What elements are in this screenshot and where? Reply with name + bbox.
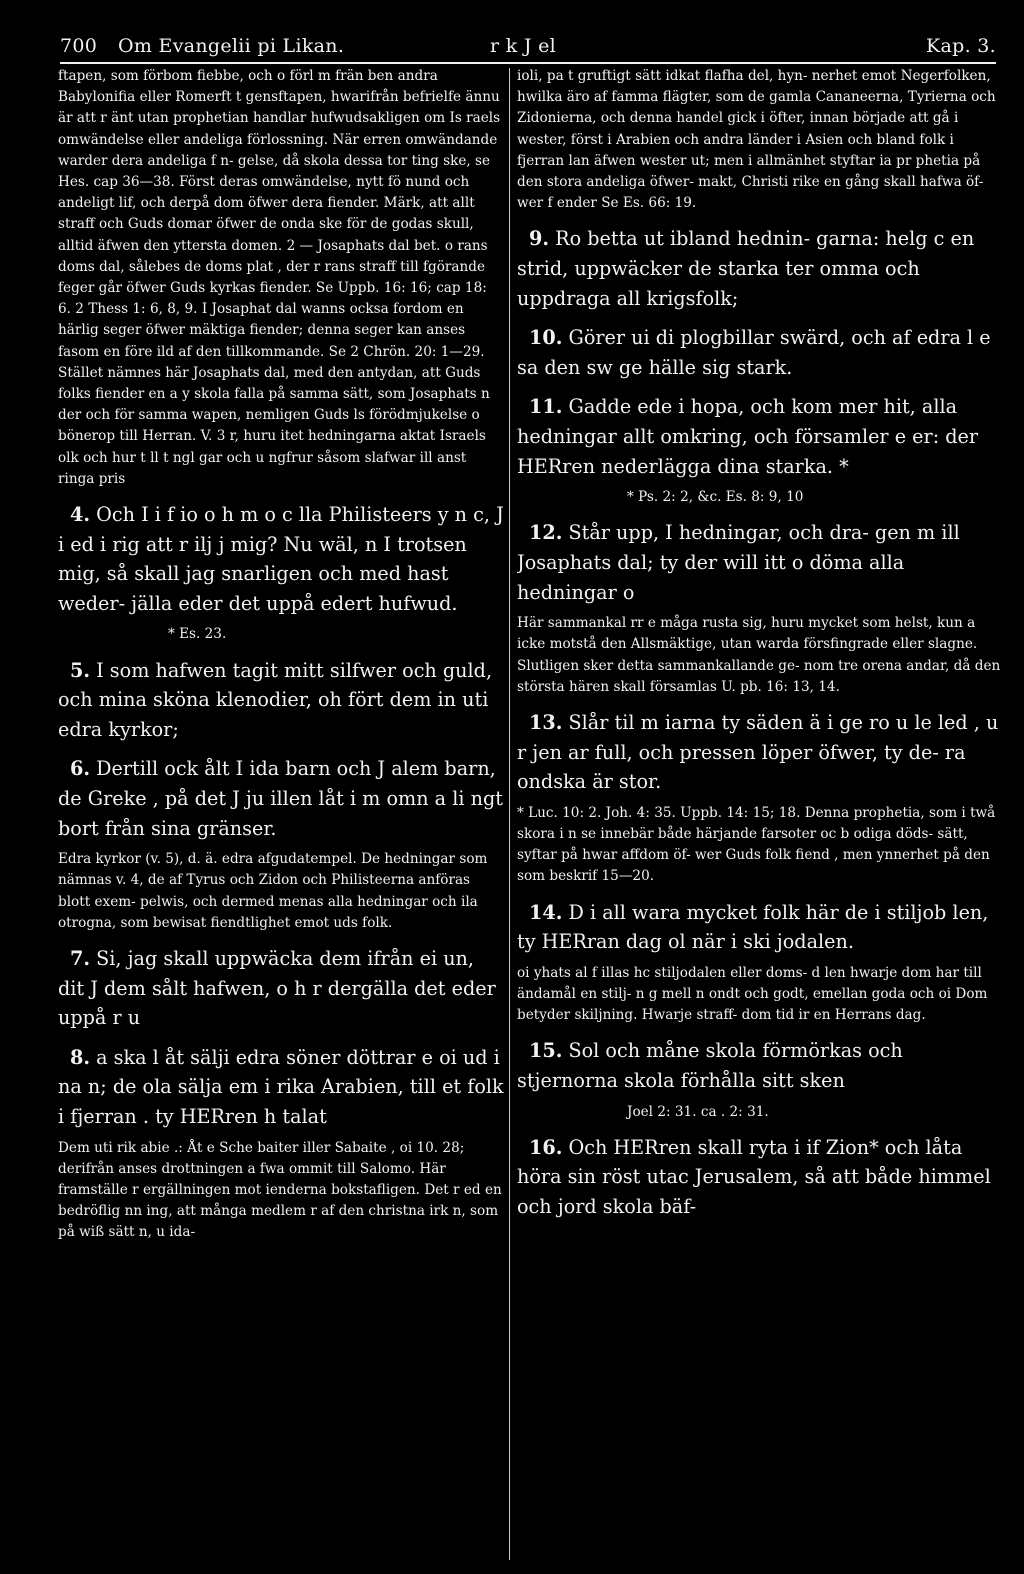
verse-number: 16.	[529, 1135, 563, 1159]
verse	[58, 500, 504, 618]
verse-number: 8.	[70, 1045, 91, 1069]
verse-text: Och I i f io o h m o c lla Philisteers y n c, J i ed i rig att r ilj j mig? Nu wäl, n I trotsen mig, så skall jag snarligen och med hast weder- jälla eder det uppå edert hufwud.	[58, 503, 504, 615]
header-rule	[60, 62, 996, 64]
verse-text: Si, jag skall uppwäcka dem ifrån ei un, dit J dem sålt hafwen, o h r dergälla det eder uppå r u	[58, 947, 496, 1030]
commentary-text: oi yhats al f illas hc stiljodalen eller doms- d len hwarje dom har till ändamål en stilj- n g mell n ondt och godt, emellan goda och oi Dom betyder skiljning. Hwarje straff- dom tid ir en Herrans dag.	[517, 964, 988, 1024]
verse-text: Står upp, I hedningar, och dra- gen m ill Josaphats dal; ty der will itt o döma alla hedningar o	[517, 521, 960, 604]
commentary-text: ioli, pa t gruftigt sätt idkat flafha del, hyn- nerhet emot Negerfolken, hwilka äro af famma flägter, som de gamla Cananeerna, Tyrierna och Zidonierna, och denna handel gick i öfter, innan började att gå i wester, först i Arabien och andra länder i Asien och bland folk i fjerran lan äfwen wester ut; men i allmänhet styftar ia pr phetia på den stora andeliga öfwer- makt, Christi rike en gång skall hafwa öf- wer f ender Se Es. 66: 19.	[517, 68, 996, 212]
verse-text: Dertill ock ålt I ida barn och J alem barn, de Greke , på det J ju illen låt i m omn a li ngt bort från sina gränser.	[58, 757, 503, 840]
verse-text: a ska l åt sälji edra söner döttrar e oi ud i na n; de ola sälja em i rika Arabien, till et folk i fjerran . ty HERren h talat	[58, 1045, 504, 1128]
page-header	[60, 32, 996, 60]
verse	[517, 1133, 1001, 1222]
verse-text: I som hafwen tagit mitt silfwer och guld, och mina sköna klenodier, oh fört dem in uti edra kyrkor;	[58, 658, 493, 741]
left-column	[58, 66, 504, 1560]
header-fragment: r k J el	[490, 35, 557, 57]
page-number: 700	[60, 35, 98, 57]
verse	[58, 754, 504, 843]
verse	[517, 224, 1001, 313]
verse-text: Ro betta ut ibland hednin- garna: helg c en strid, uppwäcker de starka ter omma och uppdraga all krigsfolk;	[517, 227, 975, 310]
verse-text: D i all wara mycket folk här de i stiljob len, ty HERran dag ol när i ski jodalen.	[517, 900, 989, 954]
verse	[517, 323, 1001, 382]
verse	[58, 944, 504, 1033]
verse-number: 13.	[529, 710, 563, 734]
verse	[58, 1043, 504, 1132]
verse	[517, 392, 1001, 481]
verse-number: 14.	[529, 900, 563, 924]
running-title: Om Evangelii pi Likan.	[118, 35, 345, 57]
verse	[517, 708, 1001, 797]
verse-number: 12.	[529, 521, 563, 545]
chapter-label: Kap. 3.	[926, 35, 996, 57]
verse	[517, 1036, 1001, 1095]
cross-reference: * Ps. 2: 2, &c. Es. 8: 9, 10	[627, 489, 804, 506]
verse-number: 10.	[529, 326, 563, 350]
column-divider	[509, 68, 510, 1560]
commentary-text: * Luc. 10: 2. Joh. 4: 35. Uppb. 14: 15; 18. Denna prophetia, som i twå skora i n se innebär både härjande farsoter oc b odiga döds- sätt, syftar på hwar affdom öf- wer Guds folk fiend , men ynnerhet på den som beskrif 15—20.	[517, 804, 996, 885]
commentary-text: ftapen, som förbom fiebbe, och o förl m frän ben andra Babylonifia eller Romerft t gensftapen, hwarifrån befrielfe ännu är att r änt utan prophetian handlar hufwudsakligen om Is raels omwändelse eller andeliga förlossning. När erren omwändande warder dera andeliga f n- gelse, då skola dessa tor ting ske, se Hes. cap 36—38. Först deras omwändelse, nytt fö nund och andeligt lif, och derpå dom öfwer dera fiender. Märk, att allt straff och Guds domar öfwer de onda ske för de godas skull, alltid äfwen den yttersta domen. 2 — Josaphats dal bet. o rans doms dal, sålebes de doms plat , der r rans straff till fgörande feger går öfwer Guds kyrkas fiender. Se Uppb. 16: 16; cap 18: 6. 2 Thess 1: 6, 8, 9. I Josaphat dal wanns ocksa fordom en härlig seger öfwer mäktiga fiender; denna seger kan anses fasom en före ild af den tillkommande. Se 2 Chrön. 20: 1—29. Stället nämnes här Josaphats dal, med den antydan, att Guds folks fiender en a y skola falla på samma sätt, som Josaphats n der och för samma wapen, nemligen Guds ls förödmjukelse o bönerop till Herran. V. 3 r, huru itet hedningarna aktat Israels olk och hur t ll t ngl gar och u ngfrur såsom slafwar ill anst ringa pris	[58, 68, 501, 487]
verse	[517, 898, 1001, 957]
verse-number: 15.	[529, 1039, 563, 1063]
commentary-text: Edra kyrkor (v. 5), d. ä. edra afgudatempel. De hedningar som nämnas v. 4, de af Tyrus och Zidon och Philisteerna anföras blott exem- pelwis, och dermed menas alla hedningar och ila otrogna, som bewisat fiendtlighet emot uds folk.	[58, 851, 488, 931]
verse-number: 9.	[529, 227, 550, 251]
verse-number: 6.	[70, 757, 91, 781]
right-column	[517, 66, 1001, 1560]
commentary-text: Dem uti rik abie .: Åt e Sche baiter iller Sabaite , oi 10. 28; derifrån anses drottningen a fwa ommit till Salomo. Här framställe r ergällningen mot ienderna bokstafligen. Det r ed en bedröflig nn ing, att många medlem r af den christna irk n, som på wiß sätt n, u ida-	[58, 1139, 502, 1241]
verse-text: Slår til m iarna ty säden ä i ge ro u le led , u r jen ar full, och pressen löper öfwer, ty de- ra ondska är stor.	[517, 710, 999, 794]
verse	[58, 656, 504, 745]
verse-text: Sol och måne skola förmörkas och stjernorna skola förhålla sitt sken	[517, 1039, 903, 1092]
verse-number: 11.	[529, 395, 563, 419]
verse-number: 4.	[70, 503, 91, 527]
verse-number: 7.	[70, 947, 91, 971]
cross-reference: Joel 2: 31. ca . 2: 31.	[627, 1103, 769, 1120]
cross-reference: * Es. 23.	[168, 626, 227, 643]
verse-text: Gadde ede i hopa, och kom mer hit, alla hedningar allt omkring, och församler e er: der HERren nederlägga dina starka. *	[517, 395, 979, 478]
verse-text: Och HERren skall ryta i if Zion* och låta höra sin röst utac Jerusalem, så att både himmel och jord skola bäf-	[517, 1135, 991, 1218]
verse-number: 5.	[70, 658, 91, 682]
commentary-text: Här sammankal rr e måga rusta sig, huru mycket som helst, kun a icke motstå den Allsmäktige, utan warda försfingrade eller slagne. Slutligen sker detta sammankallande ge- nom tre orena andar, då den största hären skall församlas U. pb. 16: 13, 14.	[517, 615, 1001, 695]
verse	[517, 518, 1001, 607]
verse-text: Görer ui di plogbillar swärd, och af edra l e sa den sw ge hälle sig stark.	[517, 326, 991, 379]
